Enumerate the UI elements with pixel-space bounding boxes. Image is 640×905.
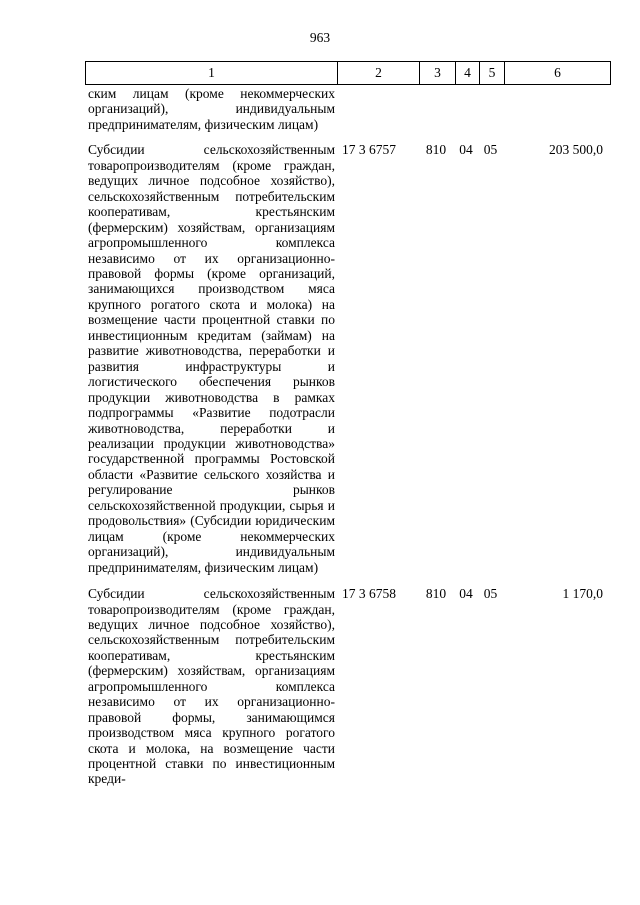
row-target-code: 17 3 6757 (342, 142, 396, 158)
header-col-1: 1 (208, 65, 215, 80)
row-section: 04 (459, 586, 473, 602)
page-number: 963 (309, 30, 331, 45)
row-description: ским лицам (кроме некоммерческих организаций), индивидуальным предпринимателям, физическим лицам) (88, 86, 335, 132)
table-row (85, 586, 611, 787)
row-description: Субсидии сельскохозяйственным товаропроизводителям (кроме граждан, ведущих личное подсобное хозяйство), сельскохозяйственным потребительским кооперативам, крестьянским (фермерским) хозяйствам, организациям агропромышленного комплекса независимо от их организационно-правовой формы, занимающимся производством мяса крупного рогатого скота и молока, на возмещение части процентной ставки по инвестиционным креди- (88, 586, 335, 787)
header-col-3: 3 (419, 62, 455, 84)
row-description: Субсидии сельскохозяйственным товаропроизводителям (кроме граждан, ведущих личное подсобное хозяйство), сельскохозяйственным потребительским кооперативам, крестьянским (фермерским) хозяйствам, организациям агропромышленного комплекса независимо от их организационно-правовой формы (кроме организаций, занимающихся производством мяса крупного рогатого скота и молока) на возмещение части процентной ставки по инвестиционным кредитам (займам) на развитие животноводства, переработки и развития инфраструктуры и логистического обеспечения рынков продукции животноводства в рамках подпрограммы «Развитие подотрасли животноводства, переработки и реализации продукции животноводства» государственной программы Ростовской области «Развитие сельского хозяйства и регулирование рынков сельскохозяйственной продукции, сырья и продовольствия» (Субсидии юридическим лицам (кроме некоммерческих организаций), индивидуальным предпринимателям, физическим лицам) (88, 142, 335, 575)
row-amount: 203 500,0 (549, 142, 603, 158)
row-subsection: 05 (483, 142, 498, 158)
table-row (85, 86, 611, 132)
header-col-4: 4 (455, 62, 479, 84)
table-body (85, 86, 611, 787)
table-header (85, 61, 611, 85)
row-section: 04 (459, 142, 473, 158)
table-row (85, 142, 611, 575)
header-col-2: 2 (337, 62, 419, 84)
header-col-6: 6 (504, 62, 610, 84)
row-target-code: 17 3 6758 (342, 586, 396, 602)
row-amount: 1 170,0 (562, 586, 603, 602)
row-expense-type: 810 (425, 142, 447, 158)
row-expense-type: 810 (425, 586, 447, 602)
header-col-5: 5 (479, 62, 504, 84)
row-subsection: 05 (483, 586, 498, 602)
